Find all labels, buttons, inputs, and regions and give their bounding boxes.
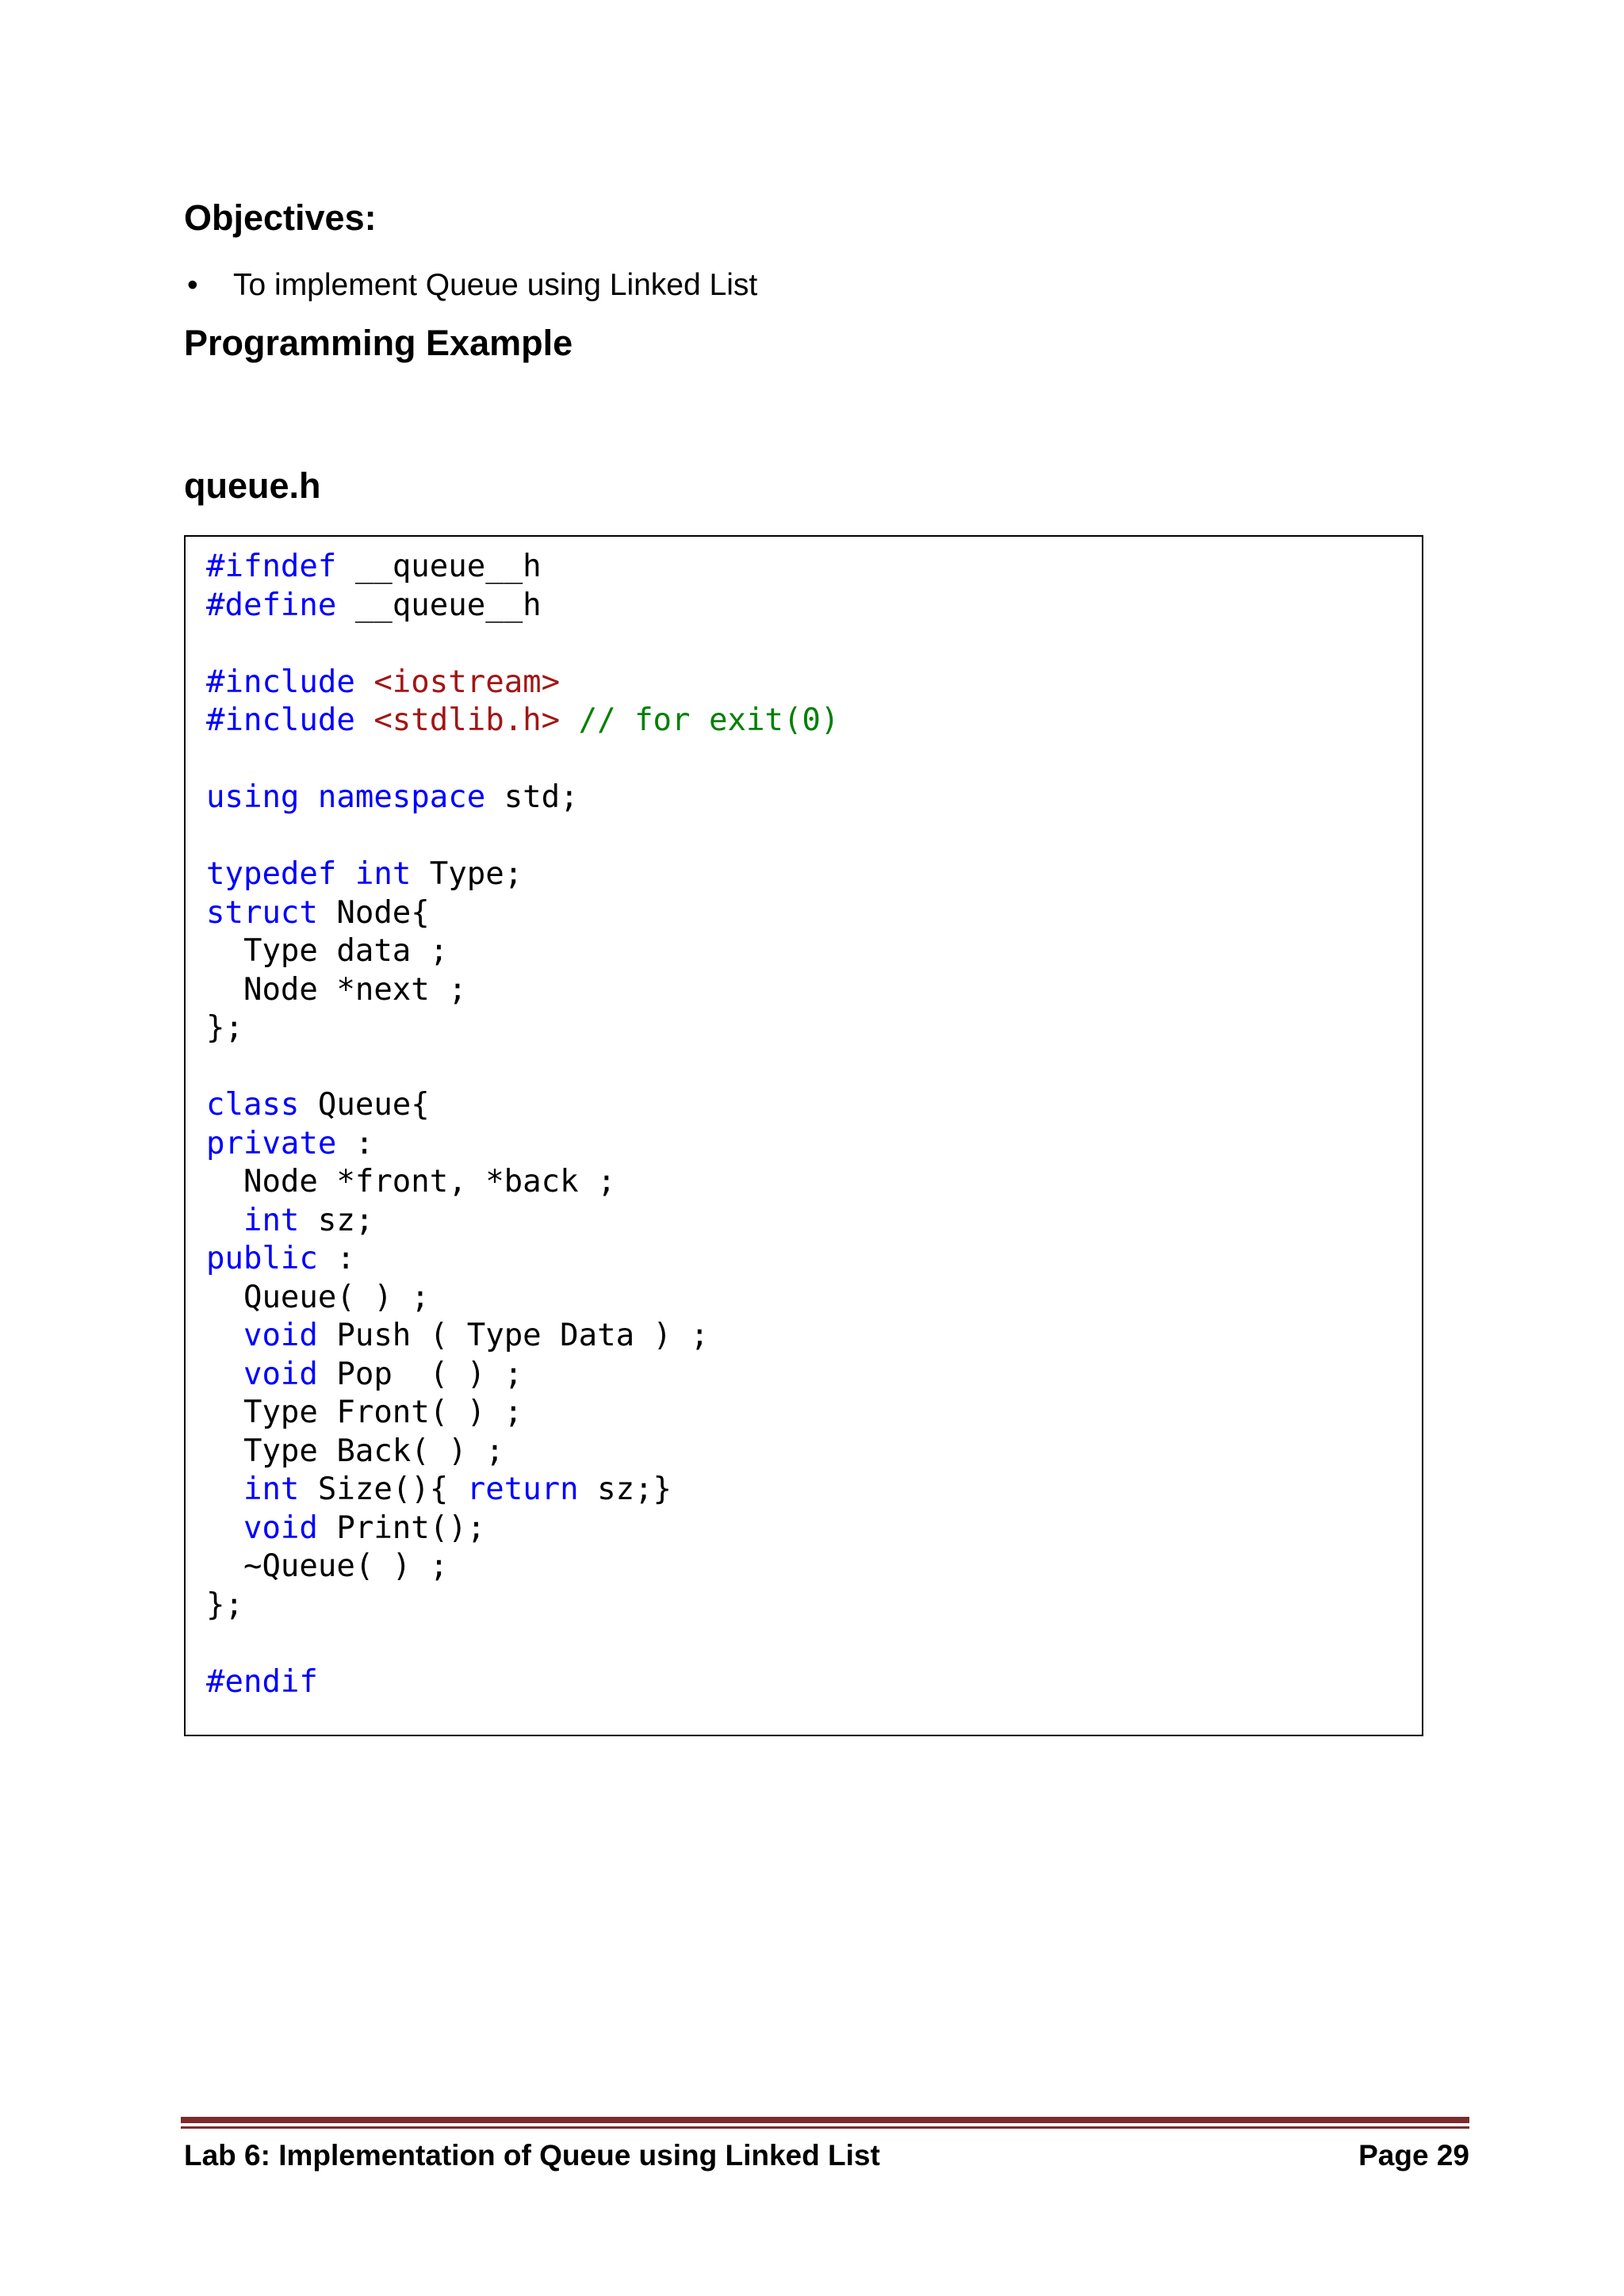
code-token-plain: ~Queue( ) ;	[206, 1548, 449, 1584]
code-token-keyword: int	[354, 856, 412, 892]
code-token-plain	[206, 1203, 243, 1238]
code-token-plain	[206, 1357, 243, 1392]
code-token-plain: Queue{	[299, 1087, 430, 1123]
code-line	[206, 740, 839, 779]
code-line	[206, 1433, 839, 1471]
code-token-plain: Node *front, *back ;	[206, 1164, 616, 1200]
code-token-plain: Print();	[317, 1510, 486, 1546]
code-block	[206, 548, 839, 1701]
code-line	[206, 587, 839, 626]
code-line	[206, 625, 839, 664]
programming-example-heading: Programming Example	[184, 323, 573, 363]
code-token-plain: Type Back( ) ;	[206, 1433, 504, 1469]
objectives-heading: Objectives:	[184, 197, 377, 238]
code-line	[206, 1202, 839, 1241]
code-token-plain: Push ( Type Data ) ;	[317, 1318, 709, 1353]
code-token-plain: };	[206, 1586, 243, 1623]
code-token-keyword: void	[243, 1510, 318, 1546]
code-token-plain: :	[317, 1241, 355, 1276]
code-token-keyword: using	[206, 779, 300, 815]
code-line	[206, 548, 839, 587]
footer-rule-thick	[181, 2117, 1469, 2123]
code-token-keyword: int	[243, 1471, 300, 1507]
code-token-plain	[206, 1471, 243, 1507]
code-line	[206, 971, 839, 1010]
code-token-plain	[355, 664, 373, 700]
code-line	[206, 1663, 839, 1702]
code-token-keyword: void	[243, 1318, 318, 1353]
code-token-plain: Queue( ) ;	[206, 1279, 430, 1315]
code-line	[206, 1510, 839, 1548]
bullet-icon: •	[187, 268, 198, 302]
code-token-plain: sz;	[299, 1202, 374, 1238]
code-token-plain	[560, 702, 578, 738]
code-line	[206, 1009, 839, 1048]
code-line	[206, 1240, 839, 1279]
code-token-keyword: class	[206, 1087, 300, 1123]
code-token-plain: Type;	[411, 856, 523, 892]
code-token-keyword: void	[243, 1356, 318, 1392]
code-token-plain: std;	[485, 779, 579, 815]
code-line	[206, 1471, 839, 1510]
code-line	[206, 894, 839, 933]
code-line	[206, 1086, 839, 1125]
code-line	[206, 702, 839, 740]
code-token-plain	[206, 1318, 243, 1353]
code-token-plain: __queue__h	[336, 587, 542, 623]
code-token-keyword: int	[243, 1202, 300, 1238]
objectives-list	[184, 267, 757, 304]
code-listing-box	[184, 535, 1423, 1736]
objective-item	[184, 267, 757, 304]
code-token-plain: Node *next ;	[206, 971, 467, 1008]
code-line	[206, 779, 839, 817]
code-line	[206, 1394, 839, 1433]
code-token-plain: :	[336, 1125, 374, 1161]
code-line	[206, 1356, 839, 1395]
code-line	[206, 1317, 839, 1356]
code-token-plain: sz;}	[578, 1471, 672, 1507]
code-line	[206, 1163, 839, 1202]
code-token-plain: Pop ( ) ;	[317, 1356, 523, 1392]
code-token-plain	[206, 1510, 243, 1546]
code-token-string: <stdlib.h>	[373, 702, 561, 738]
code-line	[206, 1125, 839, 1164]
footer-lab-title: Lab 6: Implementation of Queue using Linked List	[184, 2139, 880, 2172]
code-token-keyword: private	[206, 1125, 337, 1161]
code-line	[206, 1048, 839, 1087]
code-line	[206, 1279, 839, 1318]
code-token-plain: Size(){	[299, 1471, 467, 1507]
code-token-keyword: #define	[206, 587, 337, 623]
code-token-keyword: #include	[206, 702, 355, 738]
code-token-plain: Type data ;	[206, 933, 449, 969]
code-token-keyword: public	[206, 1241, 318, 1276]
code-line	[206, 817, 839, 856]
code-token-keyword: namespace	[317, 779, 486, 815]
code-token-plain: Node{	[317, 894, 430, 931]
code-token-keyword: struct	[206, 894, 318, 931]
code-line	[206, 1548, 839, 1586]
code-token-keyword: #endif	[206, 1663, 318, 1700]
code-line	[206, 855, 839, 894]
code-token-plain	[355, 702, 373, 738]
code-line	[206, 1624, 839, 1663]
footer-page-number: Page 29	[1358, 2139, 1469, 2172]
code-token-comment: // for exit(0)	[578, 702, 840, 738]
code-token-keyword: #include	[206, 664, 355, 700]
code-token-keyword: typedef	[206, 856, 337, 892]
code-token-plain	[299, 779, 317, 815]
code-token-plain: Type Front( ) ;	[206, 1395, 523, 1430]
code-token-plain: __queue__h	[336, 549, 542, 584]
objective-text: To implement Queue using Linked List	[233, 268, 758, 302]
code-line	[206, 932, 839, 971]
code-line	[206, 1586, 839, 1625]
code-token-keyword: #ifndef	[206, 549, 337, 584]
file-name-heading: queue.h	[184, 465, 321, 506]
code-token-keyword: return	[466, 1471, 579, 1507]
code-token-plain: };	[206, 1010, 243, 1046]
code-token-plain	[336, 856, 354, 892]
code-token-string: <iostream>	[373, 664, 561, 700]
footer-rule-thin	[181, 2126, 1469, 2129]
code-line	[206, 664, 839, 702]
